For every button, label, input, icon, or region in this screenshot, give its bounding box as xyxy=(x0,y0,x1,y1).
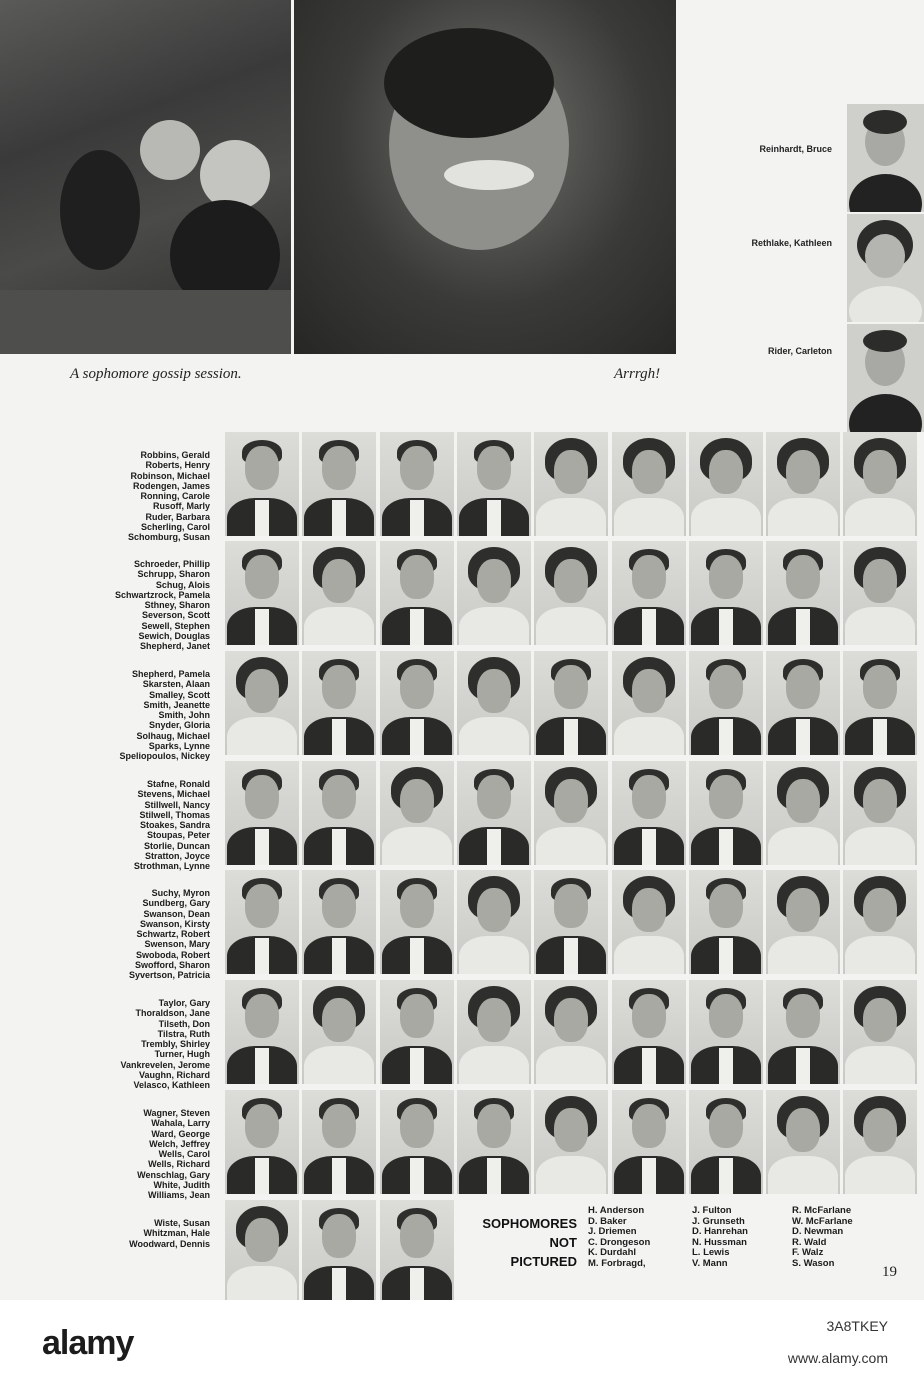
student-name: Williams, Jean xyxy=(148,1190,210,1201)
student-portrait xyxy=(843,432,917,536)
student-name: Stoakes, Sandra xyxy=(139,820,210,831)
student-portrait xyxy=(766,1090,840,1194)
side-name-1: Reinhardt, Bruce xyxy=(759,144,832,154)
student-portrait xyxy=(534,761,608,865)
student-name: Ward, George xyxy=(151,1128,210,1139)
student-portrait xyxy=(380,980,454,1084)
student-name: Whitzman, Hale xyxy=(143,1228,210,1239)
student-name: Stoupas, Peter xyxy=(146,830,210,841)
student-portrait xyxy=(534,432,608,536)
not-pictured-name: F. Walz xyxy=(792,1247,824,1259)
student-portrait xyxy=(843,651,917,755)
student-portrait xyxy=(766,651,840,755)
student-portrait xyxy=(766,761,840,865)
student-name: Wells, Carol xyxy=(158,1149,210,1160)
student-name: Vankrevelen, Jerome xyxy=(120,1059,210,1070)
student-portrait xyxy=(689,651,763,755)
student-name: Smith, John xyxy=(158,710,210,721)
student-name: Skarsten, Alaan xyxy=(142,679,210,690)
student-portrait xyxy=(302,870,376,974)
student-portrait xyxy=(302,980,376,1084)
student-name: Wagner, Steven xyxy=(143,1108,210,1118)
student-portrait xyxy=(457,651,531,755)
student-name: Welch, Jeffrey xyxy=(149,1138,210,1149)
not-pictured-name: D. Baker xyxy=(588,1215,627,1227)
student-name: Swanson, Dean xyxy=(143,908,210,919)
caption-arrrgh: Arrrgh! xyxy=(614,366,661,382)
not-pictured-name: V. Mann xyxy=(692,1257,728,1269)
not-pictured-name: S. Wason xyxy=(792,1257,835,1269)
student-portrait xyxy=(843,1090,917,1194)
student-name: Snyder, Gloria xyxy=(148,720,210,731)
not-pictured-name: K. Durdahl xyxy=(588,1247,637,1259)
name-list-row-3 xyxy=(0,669,210,762)
student-portrait xyxy=(766,432,840,536)
student-portrait xyxy=(843,870,917,974)
not-pictured-name: R. McFarlane xyxy=(792,1205,852,1216)
student-name: Shepherd, Janet xyxy=(139,641,210,652)
not-pictured-title-3: PICTURED xyxy=(510,1254,577,1269)
student-portrait xyxy=(457,541,531,645)
student-name: Robinson, Michael xyxy=(130,470,210,481)
student-name: Schwartz, Robert xyxy=(136,929,210,940)
student-portrait xyxy=(457,761,531,865)
student-name: Schrupp, Sharon xyxy=(137,569,210,580)
student-name: Stafne, Ronald xyxy=(146,779,210,789)
not-pictured-name: W. McFarlane xyxy=(792,1215,853,1227)
student-name: Tilseth, Don xyxy=(158,1018,210,1029)
student-name: Schug, Alois xyxy=(155,579,210,590)
not-pictured-name: C. Drongeson xyxy=(588,1236,651,1248)
student-portrait xyxy=(380,432,454,536)
not-pictured-title-2: NOT xyxy=(549,1235,577,1250)
gossip-session-photo xyxy=(0,0,291,354)
image-id: 3A8TKEY xyxy=(826,1318,888,1334)
not-pictured-name: R. Wald xyxy=(792,1236,827,1248)
footer-url[interactable]: www.alamy.com xyxy=(787,1350,888,1366)
caption-gossip-session: A sophomore gossip session. xyxy=(70,366,242,382)
student-portrait xyxy=(225,432,299,536)
student-name: Suchy, Myron xyxy=(151,888,210,898)
student-portrait xyxy=(302,1090,376,1194)
not-pictured-name: L. Lewis xyxy=(692,1247,730,1259)
student-portrait xyxy=(457,980,531,1084)
portrait-side-1 xyxy=(847,104,924,212)
student-name: Rodengen, James xyxy=(132,480,210,491)
stock-footer xyxy=(0,1300,924,1390)
student-portrait xyxy=(766,870,840,974)
student-portrait xyxy=(534,870,608,974)
student-portrait xyxy=(380,761,454,865)
page-number: 19 xyxy=(882,1264,897,1280)
student-portrait xyxy=(380,1090,454,1194)
student-portrait xyxy=(766,541,840,645)
student-portrait xyxy=(689,541,763,645)
student-name: Sewell, Stephen xyxy=(141,620,210,631)
student-portrait xyxy=(766,980,840,1084)
student-portrait xyxy=(225,761,299,865)
student-portrait xyxy=(534,1090,608,1194)
student-name: Scherling, Carol xyxy=(140,522,210,533)
student-portrait xyxy=(689,980,763,1084)
student-portrait xyxy=(302,1200,376,1300)
not-pictured-title-1: SOPHOMORES xyxy=(482,1216,577,1231)
student-portrait xyxy=(843,541,917,645)
student-name: Solhaug, Michael xyxy=(136,730,210,741)
student-portrait xyxy=(689,432,763,536)
student-name: Ronning, Carole xyxy=(140,491,210,502)
student-name: Strothman, Lynne xyxy=(133,861,210,872)
not-pictured-col-1 xyxy=(588,1206,650,1270)
student-name: Syvertson, Patricia xyxy=(128,970,210,981)
student-portrait xyxy=(689,761,763,865)
student-portrait xyxy=(302,651,376,755)
student-name: Sparks, Lynne xyxy=(148,741,210,752)
student-name: Ruder, Barbara xyxy=(145,511,210,522)
student-name: Wahala, Larry xyxy=(151,1118,210,1129)
student-portrait xyxy=(612,432,686,536)
student-name: Robbins, Gerald xyxy=(140,450,210,460)
student-name: Woodward, Dennis xyxy=(129,1238,210,1249)
student-portrait xyxy=(225,980,299,1084)
student-name: White, Judith xyxy=(153,1180,210,1191)
student-portrait xyxy=(302,761,376,865)
student-name: Smith, Jeanette xyxy=(143,699,210,710)
student-name: Rusoff, Marly xyxy=(152,501,210,512)
student-name: Swanson, Kirsty xyxy=(139,918,210,929)
student-portrait xyxy=(534,651,608,755)
not-pictured-name: H. Anderson xyxy=(588,1205,645,1216)
student-portrait xyxy=(457,870,531,974)
student-name: Trembly, Shirley xyxy=(141,1039,210,1050)
student-portrait xyxy=(612,761,686,865)
alamy-logo[interactable]: alamy xyxy=(42,1324,134,1362)
not-pictured-name: M. Forbragd, xyxy=(588,1257,646,1269)
not-pictured-name: J. Fulton xyxy=(692,1205,732,1216)
not-pictured-name: N. Hussman xyxy=(692,1236,747,1248)
student-portrait xyxy=(457,1090,531,1194)
student-portrait xyxy=(843,761,917,865)
student-portrait xyxy=(534,541,608,645)
portrait-side-3 xyxy=(847,324,924,432)
student-name: Severson, Scott xyxy=(141,610,210,621)
student-name: Shepherd, Pamela xyxy=(131,669,210,679)
student-name: Schroeder, Phillip xyxy=(133,559,210,569)
name-list-row-7 xyxy=(0,1108,210,1201)
student-name: Wells, Richard xyxy=(148,1159,210,1170)
student-name: Swoboda, Robert xyxy=(136,949,210,960)
student-portrait xyxy=(612,651,686,755)
student-portrait xyxy=(225,1090,299,1194)
arrrgh-photo xyxy=(294,0,676,354)
student-portrait xyxy=(380,651,454,755)
not-pictured-col-3 xyxy=(792,1206,853,1270)
student-name: Schwartzrock, Pamela xyxy=(114,589,210,600)
student-portrait xyxy=(457,432,531,536)
student-portrait xyxy=(843,980,917,1084)
student-portrait xyxy=(380,870,454,974)
name-list-row-2 xyxy=(0,559,210,652)
side-name-2: Rethlake, Kathleen xyxy=(751,238,832,248)
student-portrait xyxy=(689,1090,763,1194)
not-pictured-name: D. Hanrehan xyxy=(692,1226,748,1238)
name-list-row-4 xyxy=(0,779,210,872)
name-list-row-8 xyxy=(0,1218,210,1249)
student-portrait xyxy=(225,1200,299,1300)
student-name: Schomburg, Susan xyxy=(127,532,210,543)
student-name: Storlie, Duncan xyxy=(143,840,210,851)
student-portrait xyxy=(612,980,686,1084)
student-name: Turner, Hugh xyxy=(154,1049,210,1060)
student-name: Thoraldson, Jane xyxy=(135,1008,210,1019)
student-name: Stillwell, Nancy xyxy=(144,799,210,810)
student-portrait xyxy=(612,1090,686,1194)
student-name: Roberts, Henry xyxy=(145,460,210,471)
student-portrait xyxy=(534,980,608,1084)
student-name: Sthney, Sharon xyxy=(144,600,210,611)
not-pictured-name: D. Newman xyxy=(792,1226,844,1238)
side-name-3: Rider, Carleton xyxy=(767,346,832,356)
student-portrait xyxy=(225,651,299,755)
student-name: Taylor, Gary xyxy=(158,998,210,1008)
student-name: Velasco, Kathleen xyxy=(133,1080,210,1091)
student-portrait xyxy=(689,870,763,974)
student-portrait xyxy=(380,1200,454,1300)
name-list-row-6 xyxy=(0,998,210,1091)
name-list-row-5 xyxy=(0,888,210,981)
name-list-row-1 xyxy=(0,450,210,543)
not-pictured-col-2 xyxy=(692,1206,748,1270)
student-portrait xyxy=(302,432,376,536)
student-portrait xyxy=(302,541,376,645)
student-name: Tilstra, Ruth xyxy=(157,1028,210,1039)
student-name: Stilwell, Thomas xyxy=(139,809,210,820)
student-name: Vaughn, Richard xyxy=(138,1070,210,1081)
student-name: Swenson, Mary xyxy=(144,939,210,950)
student-name: Wenschlag, Gary xyxy=(137,1169,210,1180)
student-portrait xyxy=(225,541,299,645)
student-name: Swofford, Sharon xyxy=(135,960,210,971)
portrait-side-2 xyxy=(847,214,924,322)
student-name: Stratton, Joyce xyxy=(144,851,210,862)
not-pictured-name: J. Grunseth xyxy=(692,1215,745,1227)
not-pictured-name: J. Driemen xyxy=(588,1226,637,1238)
student-portrait xyxy=(225,870,299,974)
student-portrait xyxy=(612,870,686,974)
student-portrait xyxy=(612,541,686,645)
student-name: Wiste, Susan xyxy=(154,1218,210,1228)
student-portrait xyxy=(380,541,454,645)
student-name: Sundberg, Gary xyxy=(142,898,210,909)
student-name: Smalley, Scott xyxy=(149,689,210,700)
student-name: Sewich, Douglas xyxy=(138,631,210,642)
student-name: Stevens, Michael xyxy=(137,789,210,800)
student-name: Speliopoulos, Nickey xyxy=(119,751,210,762)
